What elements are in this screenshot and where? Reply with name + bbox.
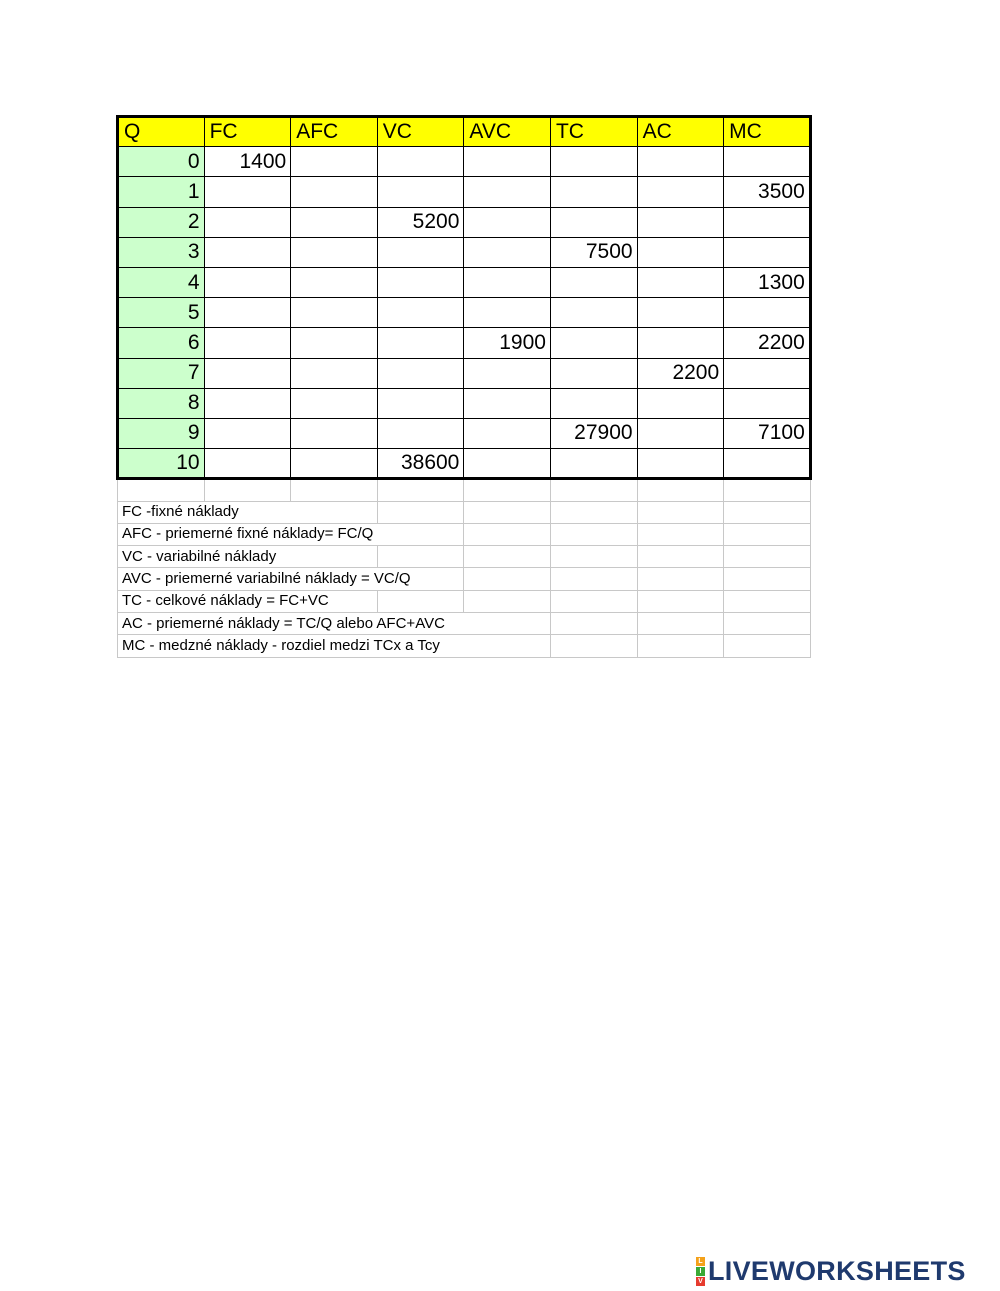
cell-q: 4 [118, 267, 205, 297]
legend-text: FC -fixné náklady [118, 501, 378, 523]
cell-afc[interactable] [291, 418, 378, 448]
cell-fc[interactable] [204, 298, 291, 328]
legend-row [118, 568, 811, 590]
header-tc: TC [550, 117, 637, 147]
cell-vc[interactable] [377, 177, 464, 207]
cell-fc[interactable]: 1400 [204, 147, 291, 177]
cell-ac[interactable] [637, 328, 724, 358]
cell-ac[interactable] [637, 177, 724, 207]
empty-cell [204, 479, 291, 501]
cell-tc[interactable] [550, 177, 637, 207]
cell-vc[interactable] [377, 388, 464, 418]
logo-block-i: I [696, 1267, 705, 1276]
cell-avc[interactable] [464, 358, 551, 388]
table-row [118, 449, 811, 479]
empty-cell [377, 546, 464, 568]
empty-cell [550, 546, 637, 568]
cell-q: 5 [118, 298, 205, 328]
empty-cell [464, 546, 551, 568]
legend [118, 479, 811, 657]
table-body [118, 117, 811, 479]
header-row [118, 117, 811, 147]
cell-mc[interactable]: 2200 [724, 328, 811, 358]
cell-fc[interactable] [204, 449, 291, 479]
empty-cell [637, 635, 724, 657]
cell-afc[interactable] [291, 298, 378, 328]
cell-q: 0 [118, 147, 205, 177]
legend-text: AVC - priemerné variabilné náklady = VC/Q [118, 568, 464, 590]
cell-q: 8 [118, 388, 205, 418]
cell-q: 7 [118, 358, 205, 388]
cell-vc[interactable] [377, 328, 464, 358]
cell-q: 1 [118, 177, 205, 207]
cell-q: 2 [118, 207, 205, 237]
empty-cell [377, 479, 464, 501]
empty-cell [550, 613, 637, 635]
cell-ac[interactable] [637, 449, 724, 479]
header-vc: VC [377, 117, 464, 147]
cell-fc[interactable] [204, 418, 291, 448]
empty-cell [464, 479, 551, 501]
cell-avc[interactable]: 1900 [464, 328, 551, 358]
cell-tc[interactable] [550, 298, 637, 328]
empty-cell [377, 590, 464, 612]
cell-vc[interactable]: 5200 [377, 207, 464, 237]
legend-text: AC - priemerné náklady = TC/Q alebo AFC+AVC [118, 613, 551, 635]
cell-q: 6 [118, 328, 205, 358]
empty-cell [637, 546, 724, 568]
cell-ac[interactable] [637, 147, 724, 177]
cell-fc[interactable] [204, 207, 291, 237]
cell-ac[interactable]: 2200 [637, 358, 724, 388]
cell-ac[interactable] [637, 298, 724, 328]
empty-cell [724, 613, 811, 635]
cell-tc[interactable] [550, 328, 637, 358]
empty-cell [724, 523, 811, 545]
empty-cell [637, 568, 724, 590]
cell-fc[interactable] [204, 177, 291, 207]
empty-cell [464, 568, 551, 590]
cell-tc[interactable]: 7500 [550, 237, 637, 267]
legend-row [118, 635, 811, 657]
cell-vc[interactable] [377, 298, 464, 328]
header-ac: AC [637, 117, 724, 147]
empty-cell [637, 479, 724, 501]
cell-q: 9 [118, 418, 205, 448]
cell-vc[interactable] [377, 267, 464, 297]
cell-afc[interactable] [291, 449, 378, 479]
legend-text: TC - celkové náklady = FC+VC [118, 590, 378, 612]
cell-afc[interactable] [291, 237, 378, 267]
cell-mc[interactable] [724, 147, 811, 177]
empty-cell [377, 501, 464, 523]
table-row [118, 237, 811, 267]
cell-tc[interactable]: 27900 [550, 418, 637, 448]
table-row [118, 267, 811, 297]
empty-cell [550, 479, 637, 501]
cell-ac[interactable] [637, 237, 724, 267]
table-row [118, 207, 811, 237]
empty-cell [724, 590, 811, 612]
cell-tc[interactable] [550, 147, 637, 177]
cell-avc[interactable] [464, 177, 551, 207]
header-mc: MC [724, 117, 811, 147]
table-row [118, 298, 811, 328]
cell-avc[interactable] [464, 267, 551, 297]
table-row [118, 388, 811, 418]
cell-afc[interactable] [291, 358, 378, 388]
empty-cell [464, 523, 551, 545]
empty-cell [724, 635, 811, 657]
cell-avc[interactable] [464, 147, 551, 177]
cell-mc[interactable] [724, 207, 811, 237]
cell-vc[interactable] [377, 237, 464, 267]
legend-text: AFC - priemerné fixné náklady= FC/Q [118, 523, 464, 545]
cell-q: 10 [118, 449, 205, 479]
empty-cell [291, 479, 378, 501]
empty-cell [637, 501, 724, 523]
empty-cell [637, 613, 724, 635]
empty-cell [724, 479, 811, 501]
cell-afc[interactable] [291, 207, 378, 237]
cell-fc[interactable] [204, 328, 291, 358]
cell-tc[interactable] [550, 358, 637, 388]
legend-row [118, 523, 811, 545]
empty-cell [550, 523, 637, 545]
legend-row [118, 501, 811, 523]
cell-mc[interactable] [724, 388, 811, 418]
cell-q: 3 [118, 237, 205, 267]
header-fc: FC [204, 117, 291, 147]
cell-tc[interactable] [550, 449, 637, 479]
logo-blocks-icon [696, 1257, 705, 1286]
cell-avc[interactable] [464, 298, 551, 328]
cell-afc[interactable] [291, 147, 378, 177]
cell-fc[interactable] [204, 388, 291, 418]
cell-mc[interactable]: 7100 [724, 418, 811, 448]
logo-block-l: L [696, 1257, 705, 1266]
legend-row [118, 546, 811, 568]
empty-cell [118, 479, 205, 501]
empty-cell [637, 590, 724, 612]
cell-ac[interactable] [637, 388, 724, 418]
cell-vc[interactable] [377, 147, 464, 177]
cell-mc[interactable] [724, 237, 811, 267]
cell-mc[interactable]: 1300 [724, 267, 811, 297]
cell-afc[interactable] [291, 267, 378, 297]
empty-cell [550, 501, 637, 523]
cell-avc[interactable] [464, 207, 551, 237]
legend-row [118, 590, 811, 612]
cell-avc[interactable] [464, 237, 551, 267]
empty-cell [550, 635, 637, 657]
empty-cell [637, 523, 724, 545]
cell-fc[interactable] [204, 358, 291, 388]
cell-mc[interactable]: 3500 [724, 177, 811, 207]
legend-text: MC - medzné náklady - rozdiel medzi TCx a Tcy [118, 635, 551, 657]
cell-vc[interactable] [377, 358, 464, 388]
cell-ac[interactable] [637, 207, 724, 237]
cell-afc[interactable] [291, 328, 378, 358]
cell-fc[interactable] [204, 267, 291, 297]
cell-avc[interactable] [464, 388, 551, 418]
empty-cell [464, 590, 551, 612]
legend-row [118, 613, 811, 635]
liveworksheets-logo [696, 1257, 966, 1285]
cell-mc[interactable] [724, 298, 811, 328]
legend-text: VC - variabilné náklady [118, 546, 378, 568]
empty-cell [724, 501, 811, 523]
cell-mc[interactable] [724, 358, 811, 388]
table-row [118, 358, 811, 388]
cell-vc[interactable]: 38600 [377, 449, 464, 479]
empty-cell [550, 568, 637, 590]
empty-cell [724, 546, 811, 568]
cell-avc[interactable] [464, 449, 551, 479]
empty-cell [550, 590, 637, 612]
cell-vc[interactable] [377, 418, 464, 448]
header-q: Q [118, 117, 205, 147]
cell-fc[interactable] [204, 237, 291, 267]
table-row [118, 418, 811, 448]
empty-cell [464, 501, 551, 523]
header-avc: AVC [464, 117, 551, 147]
table-row [118, 147, 811, 177]
cell-afc[interactable] [291, 388, 378, 418]
cell-tc[interactable] [550, 267, 637, 297]
cell-tc[interactable] [550, 388, 637, 418]
cell-avc[interactable] [464, 418, 551, 448]
cell-ac[interactable] [637, 267, 724, 297]
empty-cell [724, 568, 811, 590]
table-row [118, 177, 811, 207]
header-afc: AFC [291, 117, 378, 147]
logo-block-v: V [696, 1277, 705, 1286]
logo-text: LIVEWORKSHEETS [708, 1255, 966, 1286]
table-row [118, 328, 811, 358]
spacer-row [118, 479, 811, 501]
cell-afc[interactable] [291, 177, 378, 207]
cell-mc[interactable] [724, 449, 811, 479]
cell-tc[interactable] [550, 207, 637, 237]
cell-ac[interactable] [637, 418, 724, 448]
cost-table [116, 115, 812, 658]
